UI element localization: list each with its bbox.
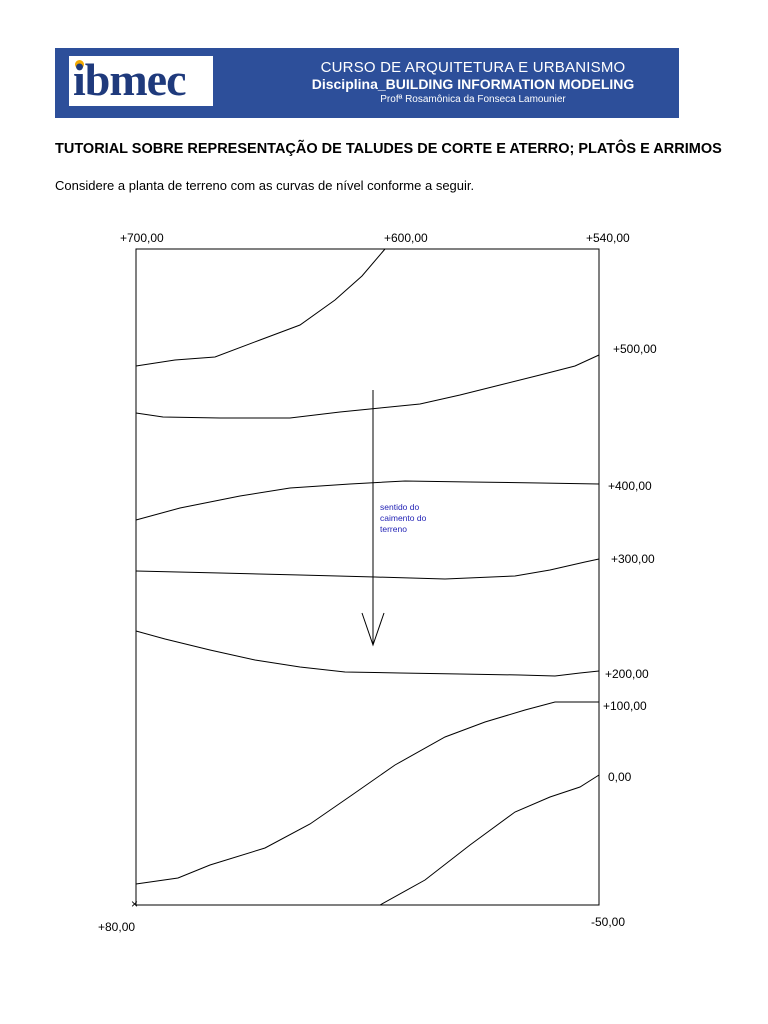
slope-annotation-line-2: caimento do <box>380 513 427 523</box>
discipline-name: Disciplina_BUILDING INFORMATION MODELING <box>311 76 635 92</box>
label-top-middle: +600,00 <box>384 231 428 245</box>
course-name: CURSO DE ARQUITETURA E URBANISMO <box>320 59 626 76</box>
document-title: TUTORIAL SOBRE REPRESENTAÇÃO DE TALUDES DE CORTE E ATERRO; PLATÔS E ARRIMOS <box>55 141 722 157</box>
slope-annotation-line-3: terreno <box>380 524 407 534</box>
contour-line-100 <box>136 702 599 884</box>
label-top-left: +700,00 <box>120 231 164 245</box>
survey-point-marker-icon: × <box>131 897 139 911</box>
professor-name: Profª Rosamônica da Fonseca Lamounier <box>380 94 566 105</box>
slope-annotation-line-1: sentido do <box>380 502 420 512</box>
label-bottom-right: -50,00 <box>591 915 626 929</box>
contour-line-200 <box>136 631 599 676</box>
contour-label-400: +400,00 <box>608 479 652 493</box>
contour-label-300: +300,00 <box>611 552 655 566</box>
logo-text: ibmec <box>73 54 186 105</box>
contour-label-500: +500,00 <box>613 342 657 356</box>
contour-line-300 <box>136 559 599 579</box>
contour-line-600 <box>136 249 385 366</box>
intro-paragraph: Considere a planta de terreno com as curvas de nível conforme a seguir. <box>55 178 475 193</box>
contour-label-100: +100,00 <box>603 699 647 713</box>
label-top-right: +540,00 <box>586 231 630 245</box>
contour-label-0: 0,00 <box>608 770 632 784</box>
label-bottom-left: +80,00 <box>98 920 136 934</box>
contour-line-400 <box>136 481 599 520</box>
contour-line-500 <box>136 355 599 418</box>
contour-label-200: +200,00 <box>605 667 649 681</box>
contour-line-0 <box>380 775 599 905</box>
